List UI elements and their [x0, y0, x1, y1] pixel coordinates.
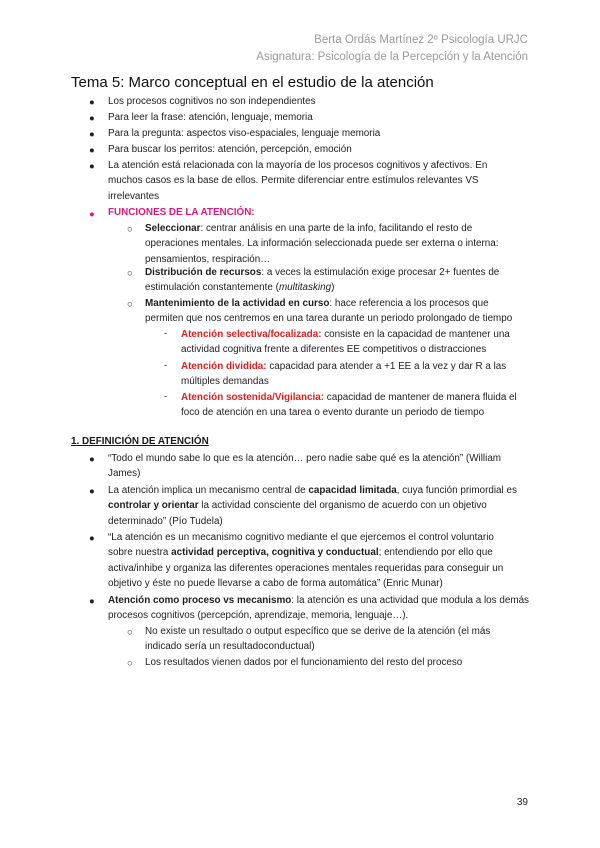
circle-bullet-icon [127, 224, 133, 235]
dash-bullet-icon [164, 328, 167, 339]
atencion-dividida: Atención dividida: capacidad para atender a +1 EE a la vez y dar R a las múltiples demandas [181, 361, 507, 388]
bullet-icon [89, 161, 95, 172]
bullet-icon [89, 145, 95, 156]
funciones-heading: FUNCIONES DE LA ATENCIÓN: [108, 207, 255, 218]
intro-item-1: Los procesos cognitivos no son independientes [108, 96, 316, 107]
bullet-icon [89, 97, 95, 108]
definicion-james: “Todo el mundo sabe lo que es la atención… pero nadie sabe qué es la atención” (William James) [108, 453, 502, 480]
atencion-sostenida: Atención sostenida/Vigilancia: capacidad de mantener de manera fluida el foco de atención en una tarea o evento durante un periodo de tiempo [181, 392, 517, 419]
intro-item-4: Para buscar los perritos: atención, percepción, emoción [108, 144, 352, 155]
dash-bullet-icon [164, 391, 167, 402]
dash-bullet-icon [164, 360, 167, 371]
definicion-proceso-mecanismo: Atención como proceso vs mecanismo: la atención es una actividad que modula a los demás procesos cognitivos (percepción, aprendizaje, memoria, lenguaje…). [108, 595, 529, 622]
subpunto-resultados: Los resultados vienen dados por el funcionamiento del resto del proceso [145, 657, 463, 668]
funcion-seleccionar: Seleccionar: centrar análisis en una parte de la info, facilitando el resto de operaciones mentales. La información seleccionada puede ser externa o interna: pensamientos, respiración… [145, 223, 499, 265]
page-title: Tema 5: Marco conceptual en el estudio de la atención [71, 74, 434, 91]
intro-item-2: Para leer la frase: atención, lenguaje, memoria [108, 112, 313, 123]
circle-bullet-icon [127, 268, 133, 279]
funcion-distribucion: Distribución de recursos: a veces la estimulación exige procesar 2+ fuentes de estimulación constantemente (multitasking) [145, 267, 500, 294]
bullet-icon [89, 129, 95, 140]
bullet-icon [89, 209, 95, 220]
page-number: 39 [516, 797, 528, 808]
section-heading: 1. DEFINICIÓN DE ATENCIÓN [71, 436, 209, 447]
bullet-icon [89, 454, 95, 465]
circle-bullet-icon [127, 627, 133, 638]
bullet-icon [89, 596, 95, 607]
circle-bullet-icon [127, 299, 133, 310]
definicion-tudela: La atención implica un mecanismo central de capacidad limitada, cuya función primordial es controlar y orientar la actividad consciente del organismo de acuerdo con un objetivo determinado” (Pío Tudela) [108, 485, 517, 527]
subpunto-output: No existe un resultado o output específico que se derive de la atención (el más indicado sería un resultadoconductual) [145, 626, 491, 653]
intro-item-5: La atención está relacionada con la mayoría de los procesos cognitivos y afectivos. En muchos casos es la base de ellos. Permite diferenciar entre estímulos relevantes VS irrelevantes [108, 160, 488, 202]
bullet-icon [89, 113, 95, 124]
circle-bullet-icon [127, 658, 133, 669]
header-author: Berta Ordás Martínez 2º Psicología URJC [314, 34, 528, 46]
bullet-icon [89, 533, 95, 544]
header-subject: Asignatura: Psicología de la Percepción y la Atención [256, 51, 528, 63]
definicion-munar: “La atención es un mecanismo cognitivo mediante el que ejercemos el control voluntario sobre nuestra actividad perceptiva, cognitiva y conductual; entendiendo por ello que activa/inhibe y organiza las diferentes operaciones mentales requeridas para conseguir un objetivo y éste no puede llevarse a cabo de forma automática” (Enric Munar) [108, 532, 504, 590]
intro-item-3: Para la pregunta: aspectos viso-espaciales, lenguaje memoria [108, 128, 381, 139]
bullet-icon [89, 486, 95, 497]
atencion-selectiva: Atención selectiva/focalizada: consiste en la capacidad de mantener una actividad cognitiva frente a diferentes EE competitivos o distracciones [181, 329, 510, 356]
funcion-mantenimiento: Mantenimiento de la actividad en curso: hace referencia a los procesos que permiten que nos centremos en una tarea durante un periodo prolongado de tiempo [145, 298, 513, 325]
